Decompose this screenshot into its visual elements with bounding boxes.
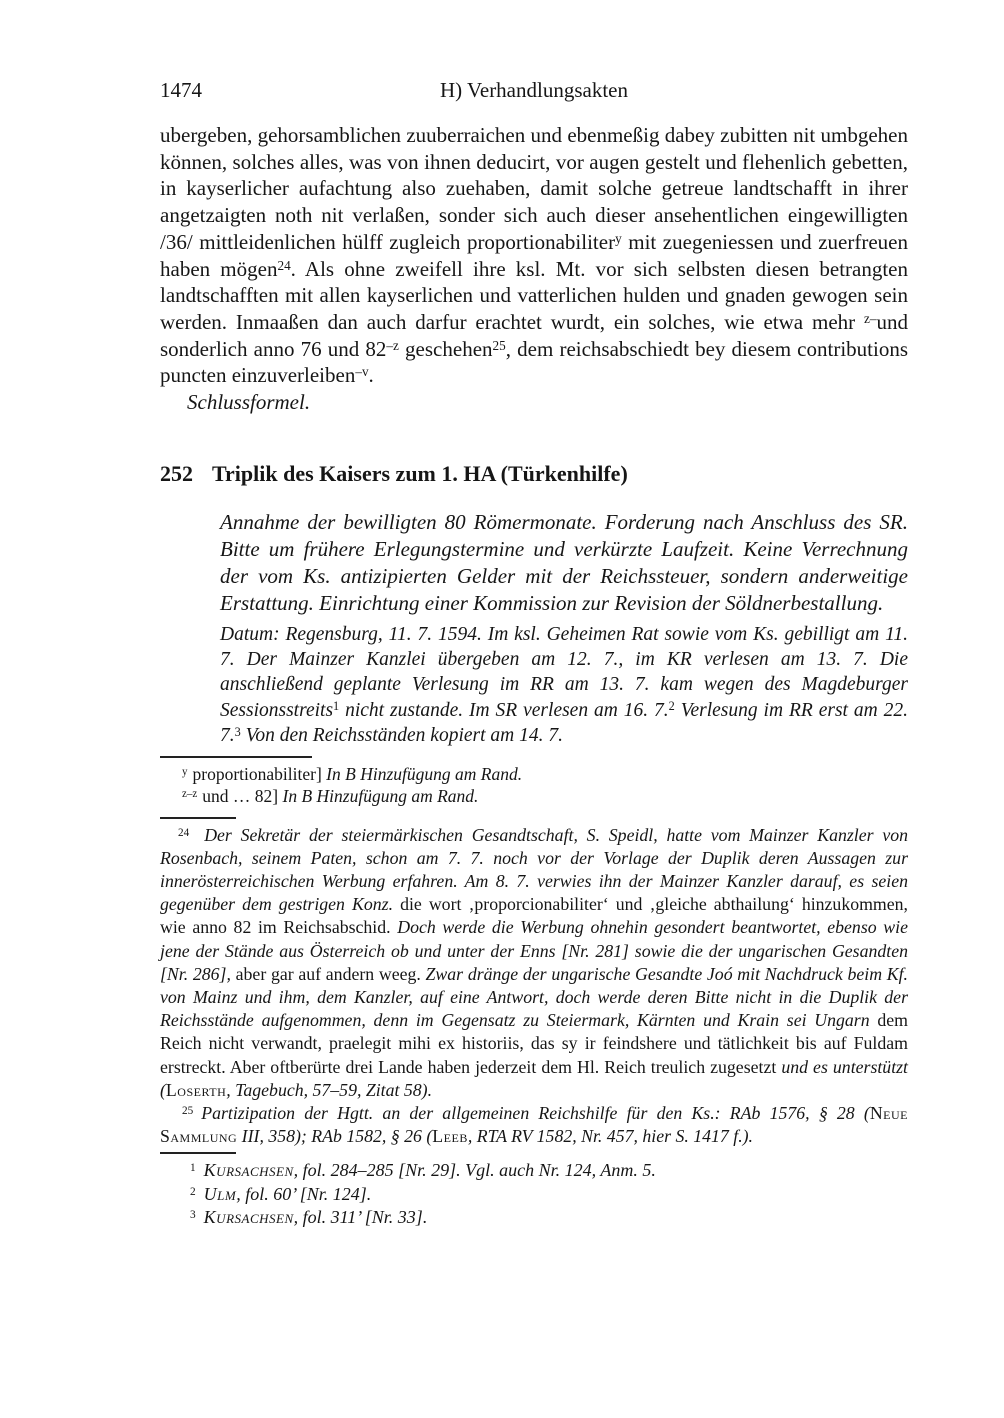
- apparatus-divider-rule: [160, 756, 312, 758]
- document-number: 252: [160, 460, 193, 486]
- page-number: 1474: [160, 78, 202, 102]
- apparatus-line-z: $^{z-z}$ und … 82] In B Hinzufügung am Rand.: [182, 786, 479, 807]
- running-title: H) Verhandlungsakten: [440, 78, 628, 102]
- apparatus-line-y: $^y$ proportionabiliter] In B Hinzufügung am Rand.: [182, 763, 523, 784]
- variant-apparatus: [160, 763, 908, 808]
- schlussformel-note: Schlussformel.: [187, 390, 311, 415]
- footnote-25: $^{25}$ Partizipation der Hgtt. an der allgemeinen Reichshilfe für den Ks.: RAb 1576, § 28 (Neue Sammlung III, 358); RAb 1582, § 26 (Leeb, RTA RV 1582, Nr. 457, hier S. 1417 f.).: [160, 1103, 908, 1147]
- footnote-divider-rule: [160, 817, 236, 819]
- source-note-2: $^2$ Ulm, fol. 60’ [Nr. 124].: [190, 1183, 372, 1204]
- source-note-1: $^1$ Kursachsen, fol. 284–285 [Nr. 29]. Vgl. auch Nr. 124, Anm. 5.: [190, 1160, 656, 1181]
- document-heading: [160, 460, 908, 488]
- footnote-24: $^{24}$ Der Sekretär der steiermärkischen Gesandtschaft, S. Speidl, hatte vom Mainzer Kanzler von Rosenbach, seinem Paten, schon am 7. 7. noch vor der Vorlage der Duplik deren Aussagen zur innerösterreichischen Werbung erfahren. Am 8. 7. verwies ihn der Mainzer Kanzler darauf, es seien gegenüber dem gestrigen Konz. die wort ‚proporcionabiliter‘ und ‚gleiche abthailung‘ hinzukommen, wie anno 82 im Reichsabschid. Doch werde die Werbung ohnehin gesondert beantwortet, ebenso wie jene der Stände aus Österreich ob und unter der Enns [Nr. 281] sowie die der ungarischen Gesandten [Nr. 286], aber gar auf andern weeg. Zwar dränge der ungarische Gesandte Joó mit Nachdruck beim Kf. von Mainz und ihm, dem Kanzler, auf eine Antwort, doch werde deren Bitte nicht in die Duplik der Reichsstände aufgenommen, denn im Gegensatz zu Steiermark, Kärnten und Krain sei Ungarn dem Reich nicht verwandt, praelegit mihi ex historiis, das sy ir feindshere und tätlichkeit bis auf Fuldam erstreckt. Aber oftberürte drei Lande haben jederzeit dem Hl. Reich treulich zugesetzt und es unterstützt (Loserth, Tagebuch, 57–59, Zitat 58).: [160, 824, 908, 1100]
- source-notes: [160, 1159, 908, 1229]
- summary-paragraph: Annahme der bewilligten 80 Römermonate. Forderung nach Anschluss des SR. Bitte um frühere Erlegungstermine und verkürzte Laufzeit. Keine Verrechnung der vom Ks. antizipierten Gelder mit der Reichssteuer, sondern anderweitige Erstattung. Einrichtung einer Kommission zur Revision der Söldnerbestallung.: [220, 509, 908, 616]
- datum-paragraph: Datum: Regensburg, 11. 7. 1594. Im ksl. Geheimen Rat sowie vom Ks. gebilligt am 11. 7. Der Mainzer Kanzlei übergeben am 12. 7., im KR verlesen am 13. 7. Die anschließend geplante Verlesung im RR am 13. 7. kam wegen des Magdeburger Sessionsstreits$^1$ nicht zustande. Im SR verlesen am 16. 7.$^2$ Verlesung im RR erst am 22. 7.$^3$ Von den Reichsständen kopiert am 14. 7.: [220, 623, 908, 747]
- page-header: [160, 78, 908, 102]
- text-block: [160, 0, 908, 1230]
- transcription-paragraph: ubergeben, gehorsamblichen zuuberraichen und ebenmeßig dabey zubitten nit umbgehen können, solches alles, was von ihnen deducirt, vor augen gestelt und flehenlich gebetten, in kayserlicher aufachtung also zuehaben, damit solche getreue landtschafft in ihrer angetzaigten noth nit verlaßen, sonder sich auch dieser ansehentlichen eingewilligten /36/ mittleidenlichen hülff zugleich proportionabiliter$^y$ mit zuegeniessen und zuerfreuen haben mögen$^{24}$. Als ohne zweifell ihre ksl. Mt. vor sich selbsten diesen betrangten landtschafften mit allen kayserlichen und vatterlichen hulden und gnaden gewogen sein werden. Inmaaßen dan auch darfur erachtet wurdt, ein solches, wie etwa mehr $^{z-}$und sonderlich anno 76 und $82^{-z}$ geschehen$^{25}$, dem reichsabschiedt bey diesem contributions puncten einzuverleiben$^{-v}$.: [160, 123, 909, 388]
- source-note-3: $^3$ Kursachsen, fol. 311’ [Nr. 33].: [190, 1207, 428, 1228]
- source-notes-divider-rule: [160, 1152, 236, 1154]
- commentary-footnotes: [160, 824, 908, 1149]
- document-title: Triplik des Kaisers zum 1. HA (Türkenhilfe): [212, 460, 628, 486]
